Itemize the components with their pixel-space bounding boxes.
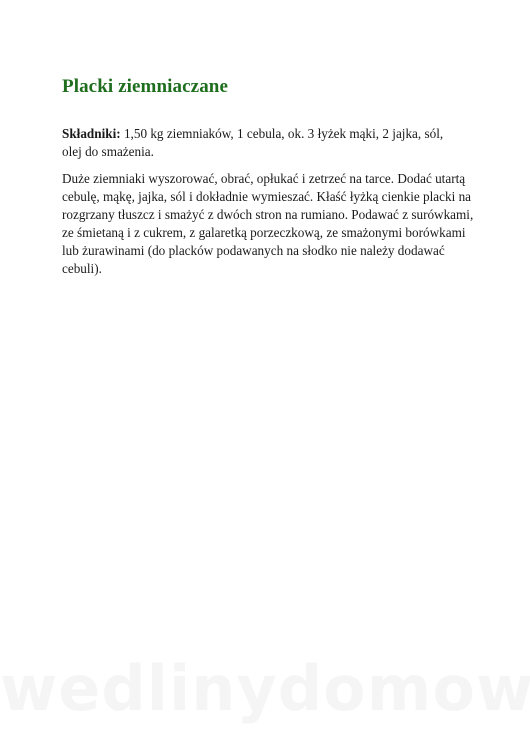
ingredients-label: Składniki: — [62, 126, 121, 141]
ingredients-text: 1,50 kg ziemniaków, 1 cebula, ok. 3 łyżek mąki, 2 jajka, sól, olej do smażenia. — [62, 126, 444, 159]
ingredients-paragraph — [62, 125, 462, 161]
recipe-title: Placki ziemniaczane — [62, 76, 228, 97]
watermark — [0, 652, 530, 725]
instructions-paragraph: Duże ziemniaki wyszorować, obrać, opłukać i zetrzeć na tarce. Dodać utartą cebulę, mąkę, jajka, sól i dokładnie wymieszać. Kłaść łyżką cienkie placki na rozgrzany tłuszcz i smażyć z dwóch stron na rumiano. Podawać z surówkami, ze śmietaną i z cukrem, z galaretką porzeczkową, ze smażonymi borówkami lub żurawinami (do placków podawanych na słodko nie należy dodawać cebuli). — [62, 171, 474, 276]
